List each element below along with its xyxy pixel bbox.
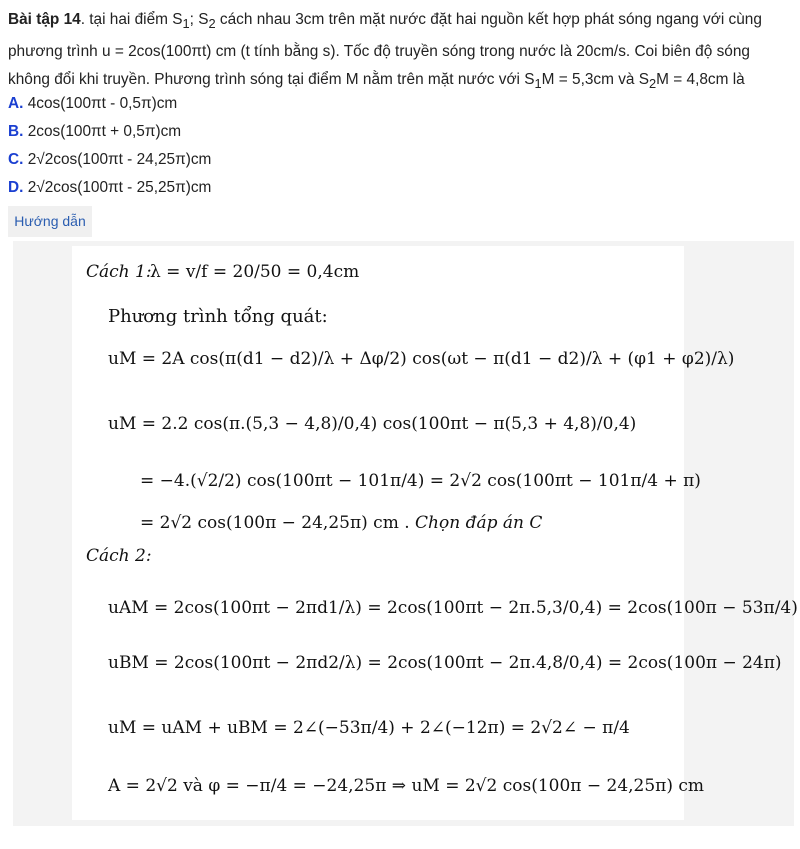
problem-text: ; S [189, 11, 209, 28]
option-text: 2cos(100πt + 0,5π)cm [27, 123, 182, 140]
sum-equation: uM = uAM + uBM = 2∠(−53π/4) + 2∠(−12π) = 2√2∠ − π/4 [108, 718, 630, 738]
subscript: 1 [534, 76, 542, 92]
general-equation: uM = 2A cos(π(d1 − d2)/λ + Δφ/2) cos(ωt − π(d1 − d2)/λ + (φ1 + φ2)/λ) [108, 349, 735, 369]
subscript: 1 [182, 16, 190, 32]
general-equation-label: Phương trình tổng quát: [108, 306, 328, 327]
subscript: 2 [649, 76, 657, 92]
problem-label: Bài tập 14 [8, 11, 81, 28]
result-equation [140, 513, 542, 533]
simplified-equation: = −4.(√2/2) cos(100πt − 101π/4) = 2√2 cos(100πt − 101π/4 + π) [140, 471, 701, 491]
uam-equation: uAM = 2cos(100πt − 2πd1/λ) = 2cos(100πt − 2π.5,3/0,4) = 2cos(100π − 53π/4) [108, 598, 798, 618]
option-letter: D. [8, 179, 24, 196]
page-bottom [0, 826, 800, 849]
ubm-equation: uBM = 2cos(100πt − 2πd2/λ) = 2cos(100πt − 2π.4,8/0,4) = 2cos(100π − 24π) [108, 653, 782, 673]
wavelength-equation: λ = v/f = 20/50 = 0,4cm [150, 262, 360, 282]
subscript: 2 [208, 16, 216, 32]
problem-text: . tại hai điểm S [80, 11, 183, 28]
option-d[interactable] [8, 179, 211, 197]
problem-text: M = 5,3cm và S [541, 71, 650, 89]
substituted-equation: uM = 2.2 cos(π.(5,3 − 4,8)/0,4) cos(100πt − π(5,3 + 4,8)/0,4) [108, 414, 637, 434]
method-1-title: Cách 1: [86, 262, 152, 282]
option-text: 2√2cos(100πt - 24,25π)cm [27, 151, 212, 168]
answer-choice: Chọn đáp án C [415, 513, 543, 533]
option-a[interactable] [8, 95, 177, 113]
problem-text: cách nhau 3cm trên mặt nước đặt hai nguồn kết hợp phát sóng ngang với cùng phương trình u = 2cos(100πt) cm (t tính bằng s). Tốc độ truyền sóng trong nước là 20cm/s. Coi biên độ sóng không đổi khi truyền. Phương trình sóng tại điểm M nằm trên mặt nước với S [8, 11, 762, 89]
option-b[interactable] [8, 123, 181, 141]
option-letter: B. [8, 123, 24, 140]
result-text: = 2√2 cos(100π − 24,25π) cm . [140, 513, 410, 533]
option-letter: C. [8, 151, 24, 168]
option-text: 2√2cos(100πt - 25,25π)cm [27, 179, 212, 196]
option-c[interactable] [8, 151, 211, 169]
problem-statement [8, 6, 794, 98]
final-equation: A = 2√2 và φ = −π/4 = −24,25π ⇒ uM = 2√2 cos(100π − 24,25π) cm [108, 776, 705, 796]
option-text: 4cos(100πt - 0,5π)cm [27, 95, 178, 112]
guide-button[interactable]: Hướng dẫn [8, 206, 92, 237]
problem-text: M = 4,8cm là [656, 71, 745, 89]
option-letter: A. [8, 95, 24, 112]
method-2-title: Cách 2: [86, 546, 152, 566]
